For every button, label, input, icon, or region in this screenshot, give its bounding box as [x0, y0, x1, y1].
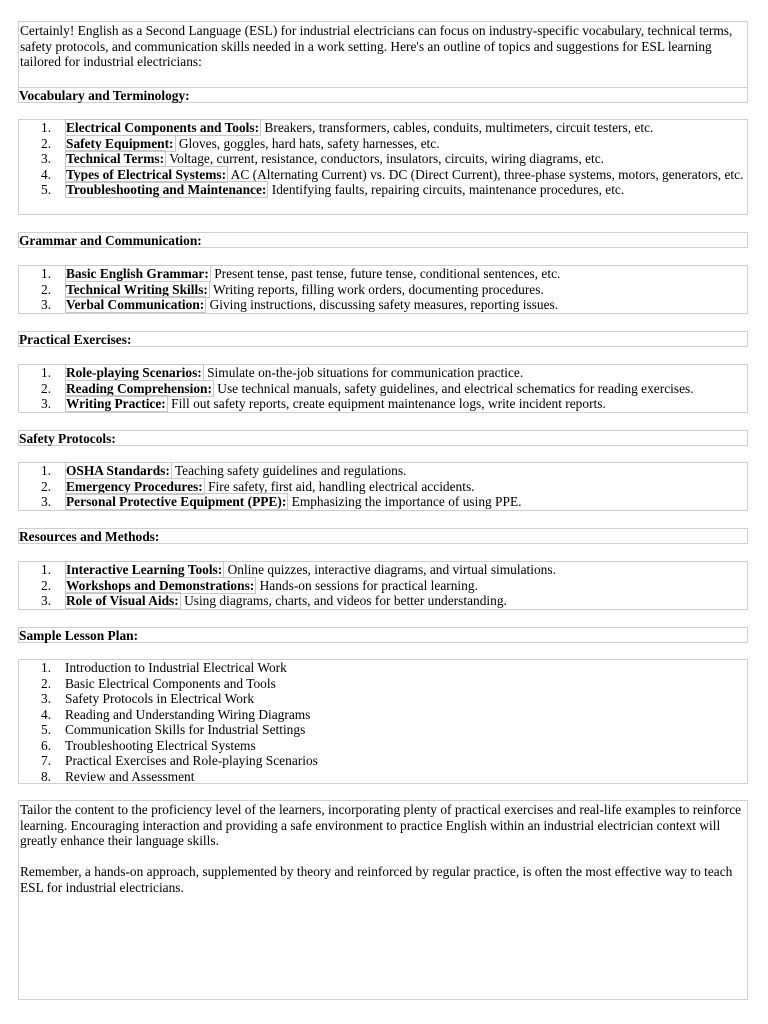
list-item-text: AC (Alternating Current) vs. DC (Direct Current), three-phase systems, motors, generators, etc.: [228, 166, 744, 182]
list-item-term: Reading Comprehension:: [66, 380, 212, 396]
list-item-text: Troubleshooting Electrical Systems: [65, 737, 256, 753]
list-item-number: 5.: [41, 182, 52, 197]
list-item: [19, 691, 747, 707]
list-item-text: Review and Assessment: [65, 768, 195, 784]
list-item: [19, 297, 747, 313]
list-item-text: Present tense, past tense, future tense, conditional sentences, etc.: [210, 266, 561, 281]
list-item-term: Troubleshooting and Maintenance:: [66, 182, 267, 197]
list-item-number: 2.: [41, 380, 52, 396]
list-item-term: Role-playing Scenarios:: [66, 365, 202, 380]
list-item-text: Giving instructions, discussing safety measures, reporting issues.: [206, 297, 559, 312]
list-item-number: 6.: [41, 737, 52, 753]
section-heading-text: Resources and Methods:: [19, 529, 160, 544]
list-item-text: Using diagrams, charts, and videos for better understanding.: [180, 593, 507, 608]
list-item: [19, 396, 747, 412]
list-item-term: Writing Practice:: [66, 396, 166, 411]
list-item-text: Gloves, goggles, hard hats, safety harnesses, etc.: [175, 135, 440, 151]
list-item-number: 1.: [41, 660, 52, 675]
list-item-text: Breakers, transformers, cables, conduits, multimeters, circuit testers, etc.: [261, 120, 654, 135]
list-item-number: 2.: [41, 478, 52, 494]
list-item-text: Simulate on-the-job situations for communication practice.: [203, 365, 524, 380]
list-item: [19, 120, 747, 136]
list-lesson-plan: [18, 659, 748, 784]
list-item: [19, 707, 747, 723]
list-item-text: Safety Protocols in Electrical Work: [65, 691, 255, 706]
list-item-number: 3.: [41, 691, 52, 706]
list-item: [19, 365, 747, 381]
section-heading-text: Grammar and Communication:: [19, 233, 202, 248]
list-item: [19, 479, 747, 495]
list-item-number: 4.: [41, 706, 52, 722]
list-item: [19, 266, 747, 282]
list-item: [19, 151, 747, 167]
list-item-number: 3.: [41, 494, 52, 509]
list-item-text: Voltage, current, resistance, conductors, insulators, circuits, wiring diagrams, etc.: [166, 151, 605, 166]
list-item: [19, 494, 747, 510]
list-item-text: Emphasizing the importance of using PPE.: [288, 494, 522, 509]
list-item-text: Fire safety, first aid, handling electrical accidents.: [204, 478, 475, 494]
list-item-number: 3.: [41, 593, 52, 608]
section-heading-text: Vocabulary and Terminology:: [19, 88, 190, 103]
list-item-number: 5.: [41, 722, 52, 737]
list-item-text: Writing reports, filling work orders, documenting procedures.: [209, 281, 544, 297]
list-item-number: 3.: [41, 396, 52, 411]
list-item: [19, 182, 747, 198]
list-item-text: Reading and Understanding Wiring Diagrams: [65, 706, 311, 722]
closing-paragraph: Remember, a hands-on approach, supplemented by theory and reinforced by regular practice, is often the most effective way to teach ESL for industrial electricians.: [20, 864, 733, 895]
list-item-text: Teaching safety guidelines and regulations.: [171, 463, 407, 478]
intro-paragraph: Certainly! English as a Second Language (ESL) for industrial electricians can focus on industry-specific vocabulary, technical terms, safety protocols, and communication skills needed in a work setting. Here's an outline of topics and suggestions for ESL learning tailored for industrial electricians:: [20, 23, 733, 69]
section-heading-grammar: [18, 232, 748, 248]
list-item-text: Practical Exercises and Role-playing Scenarios: [65, 753, 318, 768]
list-item: [19, 381, 747, 397]
section-heading-vocabulary: [18, 87, 748, 103]
list-item-term: Technical Terms:: [66, 151, 165, 166]
list-item-term: Interactive Learning Tools:: [66, 562, 223, 577]
section-heading-resources: [18, 528, 748, 544]
list-item-term: Safety Equipment:: [66, 135, 174, 151]
list-item-text: Basic Electrical Components and Tools: [65, 675, 276, 691]
list-item-number: 1.: [41, 562, 52, 577]
list-item-term: Technical Writing Skills:: [66, 281, 208, 297]
list-safety: [18, 462, 748, 511]
list-item-text: Fill out safety reports, create equipment maintenance logs, write incident reports.: [167, 396, 606, 411]
list-item: [19, 593, 747, 609]
list-item-text: Communication Skills for Industrial Settings: [65, 722, 306, 737]
section-heading-text: Safety Protocols:: [19, 431, 116, 446]
section-heading-safety: [18, 430, 748, 446]
list-item-term: OSHA Standards:: [66, 463, 170, 478]
list-item-number: 1.: [41, 463, 52, 478]
list-item-number: 2.: [41, 577, 52, 593]
list-item-number: 2.: [41, 135, 52, 151]
section-heading-text: Practical Exercises:: [19, 332, 132, 347]
list-item-number: 7.: [41, 753, 52, 768]
list-item: [19, 282, 747, 298]
list-item: [19, 136, 747, 152]
section-heading-practical: [18, 331, 748, 347]
closing-paragraphs-box: [18, 800, 748, 1000]
list-item: [19, 578, 747, 594]
list-item-text: Online quizzes, interactive diagrams, and virtual simulations.: [224, 562, 556, 577]
list-item-number: 1.: [41, 120, 52, 135]
list-item: [19, 167, 747, 183]
section-heading-lesson-plan: [18, 627, 748, 643]
list-item-term: Personal Protective Equipment (PPE):: [66, 494, 287, 509]
list-item: [19, 660, 747, 676]
list-item: [19, 769, 747, 785]
list-item-term: Workshops and Demonstrations:: [66, 577, 255, 593]
list-item-term: Verbal Communication:: [66, 297, 205, 312]
list-item-number: 8.: [41, 768, 52, 784]
section-heading-text: Sample Lesson Plan:: [19, 628, 139, 643]
list-item-number: 4.: [41, 166, 52, 182]
list-item-number: 3.: [41, 151, 52, 166]
list-item: [19, 738, 747, 754]
list-item-text: Hands-on sessions for practical learning.: [256, 577, 478, 593]
list-item-term: Emergency Procedures:: [66, 478, 203, 494]
list-item: [19, 562, 747, 578]
list-vocabulary: [18, 119, 748, 215]
list-item: [19, 463, 747, 479]
list-item: [19, 722, 747, 738]
list-item-term: Types of Electrical Systems:: [66, 166, 227, 182]
list-item-number: 2.: [41, 675, 52, 691]
list-item-text: Use technical manuals, safety guidelines, and electrical schematics for reading exercises.: [213, 380, 694, 396]
list-item-number: 2.: [41, 281, 52, 297]
list-item-number: 1.: [41, 365, 52, 380]
list-item-text: Introduction to Industrial Electrical Work: [65, 660, 287, 675]
list-item-number: 1.: [41, 266, 52, 281]
list-item: [19, 753, 747, 769]
list-item-term: Electrical Components and Tools:: [66, 120, 260, 135]
list-item-term: Basic English Grammar:: [66, 266, 209, 281]
list-item-term: Role of Visual Aids:: [66, 593, 179, 608]
list-item: [19, 676, 747, 692]
list-grammar: [18, 265, 748, 314]
closing-paragraph: Tailor the content to the proficiency level of the learners, incorporating plenty of practical exercises and real-life examples to reinforce learning. Encouraging interaction and providing a safe environment to practice English within an industrial electrician context will greatly enhance their language skills.: [20, 802, 742, 848]
list-resources: [18, 561, 748, 610]
list-practical: [18, 364, 748, 413]
list-item-text: Identifying faults, repairing circuits, maintenance procedures, etc.: [268, 182, 625, 197]
list-item-number: 3.: [41, 297, 52, 312]
